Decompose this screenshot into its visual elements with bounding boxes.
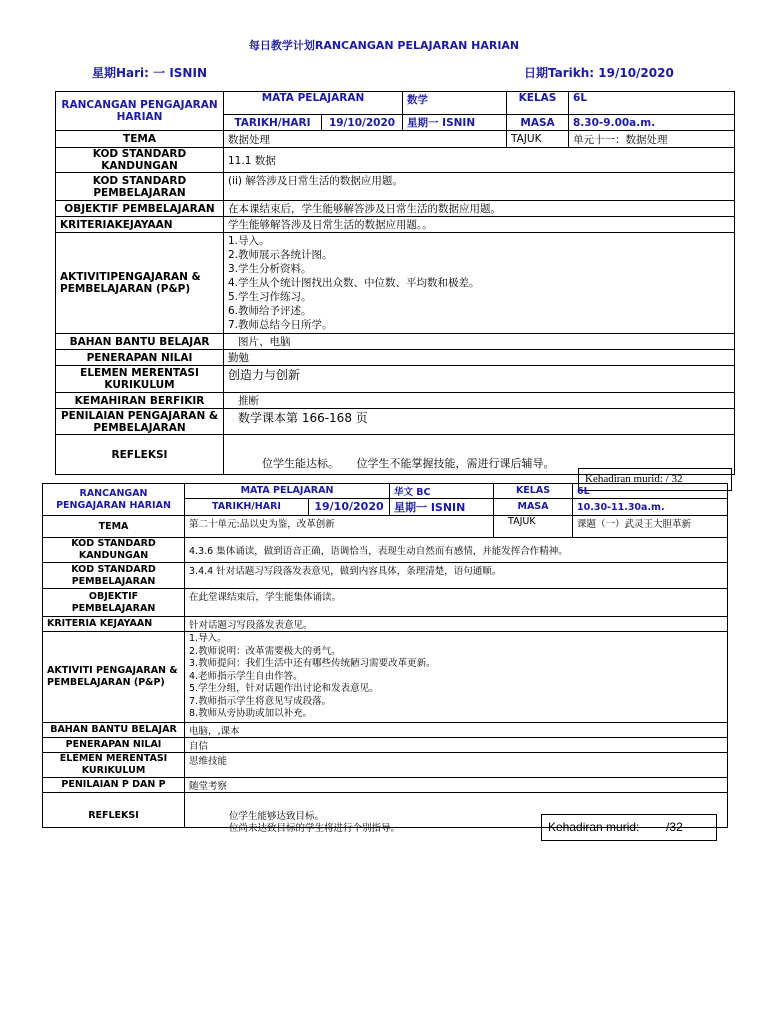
- success-criteria-label: KRITERIAKEJAYAAN: [56, 217, 224, 233]
- reflection-label: REFLEKSI: [56, 435, 224, 475]
- materials-label: BAHAN BANTU BELAJAR: [56, 334, 224, 350]
- date-value: 19/10/2020: [309, 499, 390, 516]
- topic-value: 单元十一：数据处理: [569, 131, 735, 148]
- activity-item: 3.教师提问：我们生活中还有哪些传统陋习需要改革更新。: [189, 658, 436, 669]
- theme-value: 第二十单元:品以史为鉴，改革创新: [185, 516, 494, 538]
- lesson-plan-chinese: [42, 483, 728, 834]
- cross-curricular-label: ELEMEN MERENTASI KURIKULUM: [43, 752, 185, 777]
- values-value: 自信: [185, 737, 728, 752]
- materials-value: 电脑，,课本: [185, 722, 728, 737]
- learning-standard-label: KOD STANDARD PEMBELAJARAN: [43, 563, 185, 589]
- cross-curricular-value: 思维技能: [185, 752, 728, 777]
- topic-value: 课题（一）武灵王大胆革新: [573, 516, 728, 538]
- attendance-box: Kehadiran murid: /32: [541, 814, 717, 841]
- thinking-skills-label: KEMAHIRAN BERFIKIR: [56, 393, 224, 409]
- objective-value: 在本课结束后，学生能够解答涉及日常生活的数据应用题。: [224, 201, 735, 217]
- objective-label: OBJEKTIF PEMBELAJARAN: [43, 589, 185, 617]
- objective-label: OBJEKTIF PEMBELAJARAN: [56, 201, 224, 217]
- theme-label: TEMA: [43, 516, 185, 538]
- assessment-label: PENILAIAN PENGAJARAN & PEMBELAJARAN: [56, 409, 224, 435]
- learning-standard-label: KOD STANDARD PEMBELAJARAN: [56, 173, 224, 201]
- class-value: 6L: [569, 92, 735, 115]
- date-value: 19/10/2020: [322, 115, 403, 131]
- content-standard-value: 4.3.6 集体诵读，做到语音正确，语调恰当，表现生动自然而有感情，并能发挥合作精神。: [185, 538, 728, 563]
- thinking-skills-value: 推断: [224, 393, 735, 409]
- time-label: MASA: [494, 499, 573, 516]
- success-criteria-value: 针对话题习写段落发表意见。: [185, 617, 728, 632]
- class-label: KELAS: [507, 92, 569, 115]
- class-label: KELAS: [494, 484, 573, 499]
- learning-standard-value: (ii) 解答涉及日常生活的数据应用题。: [224, 173, 735, 201]
- activities-list: [185, 632, 728, 723]
- activities-label: AKTIVITI PENGAJARAN & PEMBELAJARAN (P&P): [43, 632, 185, 723]
- date-line: 日期Tarikh: 19/10/2020: [524, 66, 674, 80]
- assessment-value: 随堂考察: [185, 777, 728, 792]
- success-criteria-label: KRITERIA KEJAYAAN: [43, 617, 185, 632]
- day-value: 星期一 ISNIN: [390, 499, 494, 516]
- cross-curricular-label: ELEMEN MERENTASI KURIKULUM: [56, 366, 224, 393]
- content-standard-value: 11.1 数据: [224, 148, 735, 173]
- activity-item: 7.教师指示学生将意见写成段落。: [189, 695, 332, 707]
- values-value: 勤勉: [224, 350, 735, 366]
- subject-value: 数学: [403, 92, 507, 115]
- subject-label: MATA PELAJARAN: [185, 484, 390, 499]
- learning-standard-value: 3.4.4 针对话题习写段落发表意见，做到内容具体，条理清楚，语句通顺。: [185, 563, 728, 589]
- cross-curricular-value: 创造力与创新: [224, 366, 735, 393]
- time-label: MASA: [507, 115, 569, 131]
- topic-label: TAJUK: [494, 516, 573, 538]
- objective-value: 在此堂课结束后，学生能集体诵读。: [185, 589, 728, 617]
- day-line: 星期Hari: 一 ISNIN: [92, 66, 207, 80]
- time-value: 8.30-9.00a.m.: [569, 115, 735, 131]
- content-standard-label: KOD STANDARD KANDUNGAN: [56, 148, 224, 173]
- activity-item: 5.学生分组，针对话题作出讨论和发表意见。: [189, 683, 379, 694]
- values-label: PENERAPAN NILAI: [43, 737, 185, 752]
- activity-item: 6.教师给予评述。: [228, 305, 312, 317]
- topic-label: TAJUK: [507, 131, 569, 148]
- date-day-label: TARIKH/HARI: [224, 115, 322, 131]
- class-value: 6L: [573, 484, 728, 499]
- activity-item: 7.教师总结今日所学。: [228, 319, 333, 331]
- success-criteria-value: 学生能够解答涉及日常生活的数据应用题。。: [224, 217, 735, 233]
- activity-item: 2.教师说明：改革需要极大的勇气。: [189, 645, 341, 657]
- materials-label: BAHAN BANTU BELAJAR: [43, 722, 185, 737]
- assessment-value: 数学课本第 166-168 页: [224, 409, 735, 435]
- date-day-label: TARIKH/HARI: [185, 499, 309, 516]
- theme-value: 数据处理: [224, 131, 507, 148]
- lesson-plan-math: [55, 91, 735, 485]
- rph-label: RANCANGAN PENGAJARAN HARIAN: [43, 484, 185, 516]
- rph-label: RANCANGAN PENGAJARAN HARIAN: [56, 92, 224, 131]
- reflection-line: 位尚未达致目标的学生将进行个别指导。: [229, 823, 401, 834]
- activities-list: [224, 233, 735, 334]
- time-value: 10.30-11.30a.m.: [573, 499, 728, 516]
- activity-item: 4.学生从个统计图找出众数、中位数、平均数和极差。: [228, 277, 480, 289]
- content-standard-label: KOD STANDARD KANDUNGAN: [43, 538, 185, 563]
- activity-item: 2.教师展示各统计图。: [228, 249, 333, 261]
- values-label: PENERAPAN NILAI: [56, 350, 224, 366]
- reflection-cell: [224, 435, 735, 485]
- activity-item: 1.导入。: [228, 235, 270, 247]
- activity-item: 3.学生分析资料。: [228, 263, 312, 275]
- subject-value: 华文 BC: [390, 484, 494, 499]
- reflection-line: 位学生能够达致目标。: [229, 810, 325, 822]
- reflection-text: 位学生能达标。 位学生不能掌握技能，需进行课后辅导。: [262, 456, 555, 470]
- activities-label: AKTIVITIPENGAJARAN & PEMBELAJARAN (P&P): [56, 233, 224, 334]
- reflection-label: REFLEKSI: [43, 792, 185, 827]
- assessment-label: PENILAIAN P DAN P: [43, 777, 185, 792]
- activity-item: 5.学生习作练习。: [228, 291, 312, 303]
- activity-item: 4.老师指示学生自由作答。: [189, 670, 303, 682]
- attendance-box: Kehadiran murid: / 32: [578, 468, 732, 491]
- theme-label: TEMA: [56, 131, 224, 148]
- page-title: 每日教学计划RANCANGAN PELAJARAN HARIAN: [248, 39, 520, 52]
- day-value: 星期一 ISNIN: [403, 115, 507, 131]
- activity-item: 1.导入。: [189, 633, 227, 644]
- materials-value: 图片、电脑: [224, 334, 735, 350]
- reflection-cell: [185, 792, 728, 834]
- activity-item: 8.教师从旁协助或加以补充。: [189, 708, 313, 719]
- subject-label: MATA PELAJARAN: [224, 92, 403, 115]
